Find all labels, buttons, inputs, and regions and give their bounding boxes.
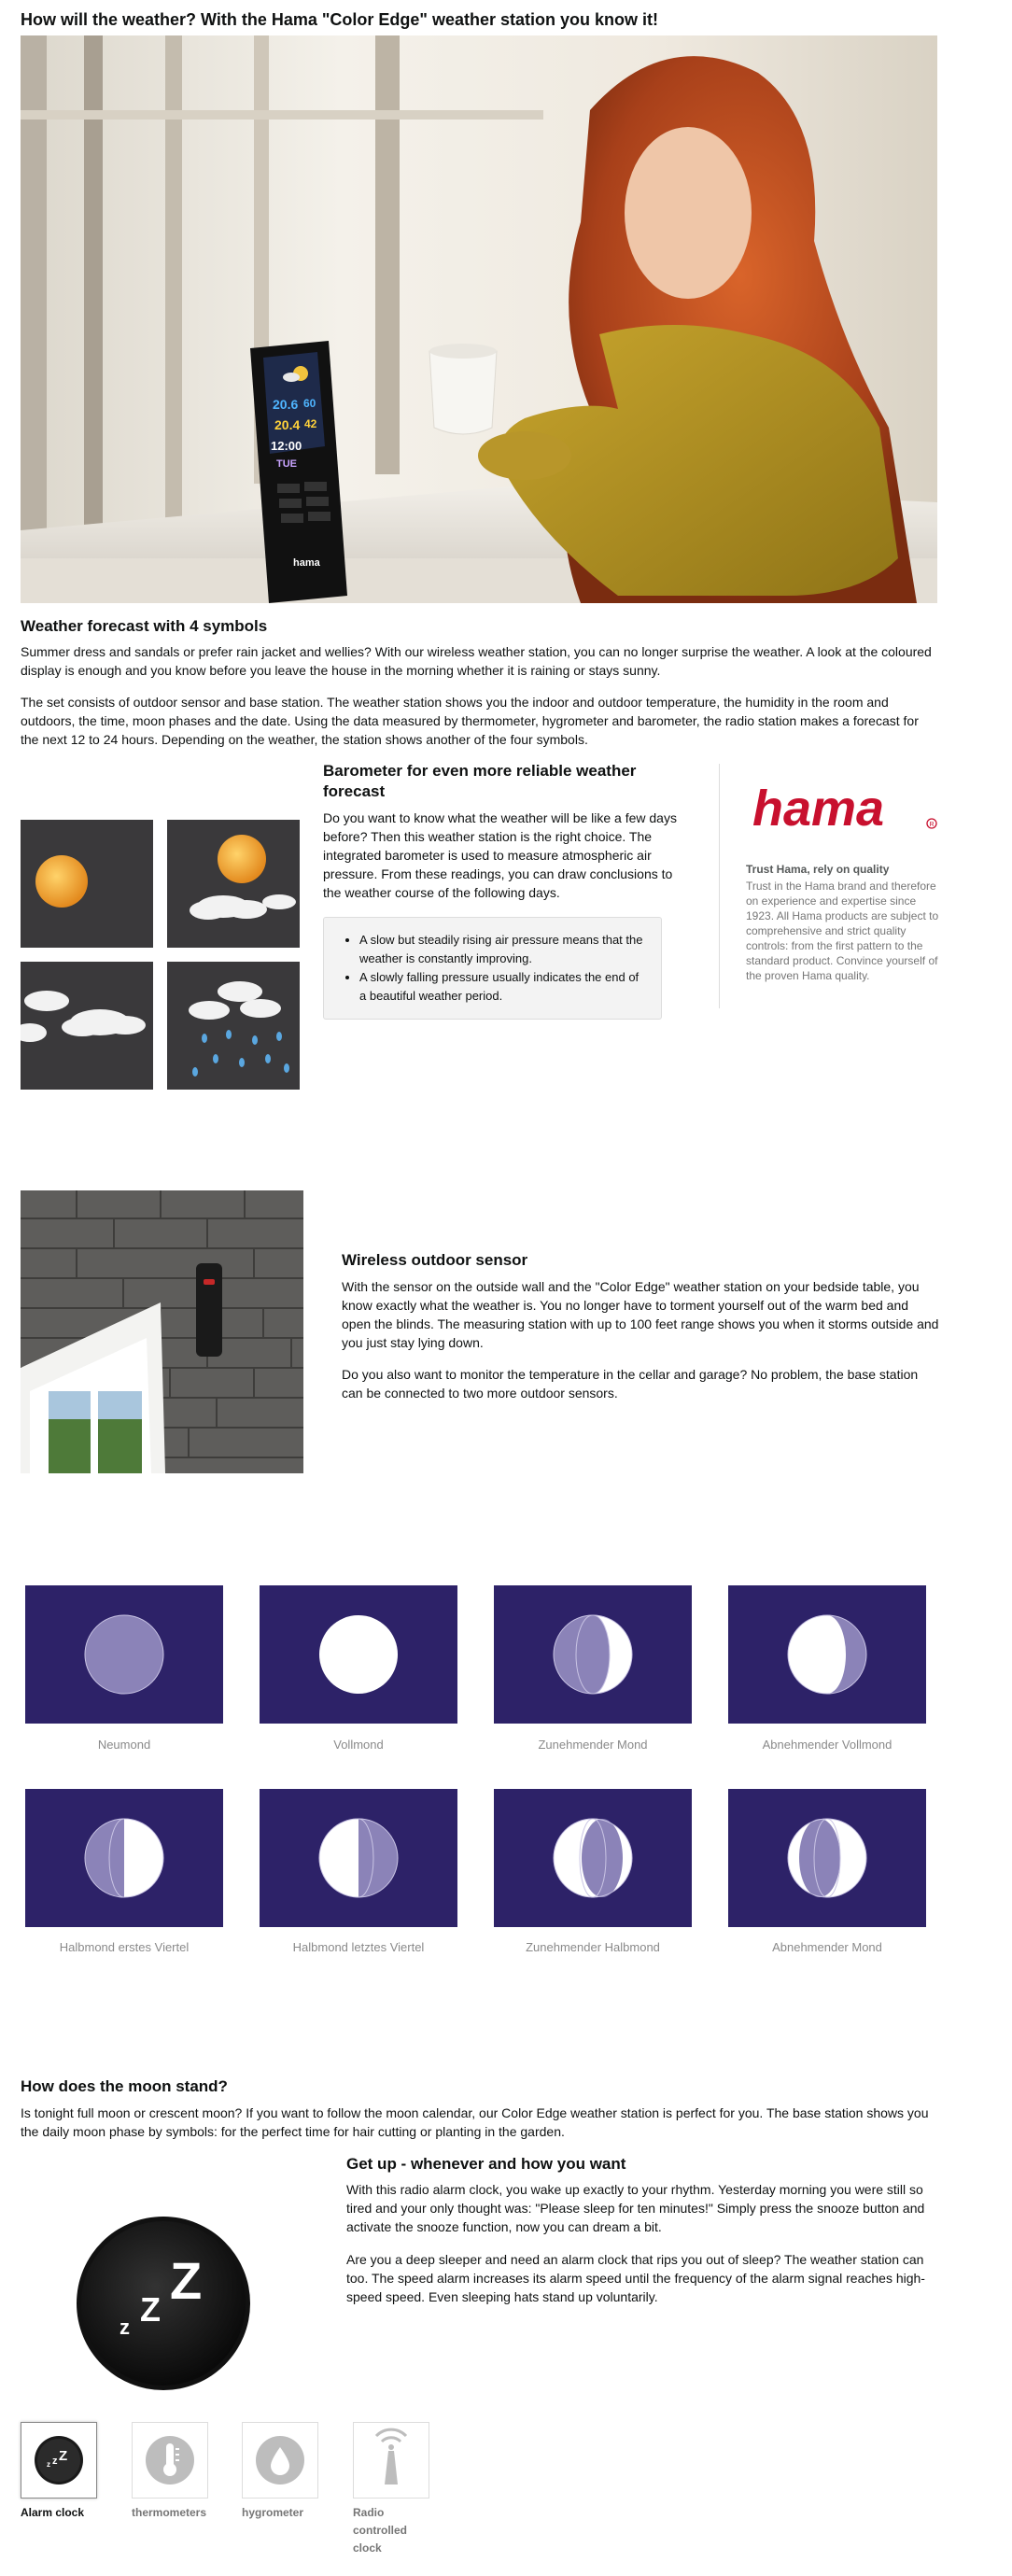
moon-phase-waning-moon (728, 1789, 926, 1927)
rain-icon (167, 962, 300, 1090)
display-temp1: 20.6 (273, 397, 299, 412)
alarm-paragraph-2: Are you a deep sleeper and need an alarm clock that rips you out of sleep? The weather station can too. The speed alarm increases its alarm speed until the frequency of the alarm signal reaches high-speed speed. Even sleeping hats stand up voluntarily. (346, 2252, 925, 2304)
moon-phase-waxing-half-moon (494, 1789, 692, 1927)
moon-stand-text: Is tonight full moon or crescent moon? If you want to follow the moon calendar, our Color Edge weather station is perfect for you. The base station shows you the daily moon phase by symbols: for the perfect time for hair cutting or planting in the garden. (21, 2105, 929, 2139)
forecast-paragraph-1: Summer dress and sandals or prefer rain jacket and wellies? With our wireless weather station, you can no longer surprise the weather. A look at the coloured display is enough and you know before you leave the house in the morning whether it is raining or stays sunny. (21, 644, 932, 678)
display-hum2: 42 (304, 417, 317, 430)
feature-label[interactable]: Alarm clock (21, 2506, 85, 2519)
display-brand: hama (293, 557, 320, 569)
alarm-clock-icon (21, 2423, 96, 2498)
display-temp2: 20.4 (274, 417, 301, 432)
feature-thumb-hygrometer[interactable] (242, 2422, 318, 2499)
wireless-paragraph-1: With the sensor on the outside wall and the "Color Edge" weather station on your bedside table, you know exactly what the weather is. You no longer have to torment yourself out of the warm bed and open the blinds. The measuring station with up to 100 feet range shows you when it storms outside and you just stay lying down. (342, 1279, 939, 1350)
hero-photo (21, 35, 937, 603)
svg-text:R: R (929, 822, 935, 828)
hama-trust-title: Trust Hama, rely on quality (746, 863, 890, 876)
display-time: 12:00 (271, 439, 302, 453)
barometer-bullet: • A slow but steadily rising air pressure means that the weather is constantly improving. (359, 931, 646, 968)
partly-cloudy-icon (167, 820, 300, 948)
moon-phase-label: Neumond (97, 1738, 151, 1752)
hero-title: How will the weather? With the Hama "Color Edge" weather station you know it! (21, 10, 658, 29)
column-divider (719, 764, 720, 1008)
feature-label[interactable]: Radio controlled clock (353, 2506, 408, 2555)
svg-text:Z: Z (140, 2290, 161, 2329)
moon-phase-label: Abnehmender Vollmond (762, 1738, 893, 1752)
feature-label[interactable]: thermometers (132, 2506, 207, 2519)
outdoor-sensor-image (21, 1190, 303, 1473)
svg-text:Z: Z (59, 2448, 68, 2464)
moon-phase-label: Vollmond (333, 1738, 384, 1752)
display-day: TUE (276, 458, 297, 470)
wireless-paragraph-2: Do you also want to monitor the temperature in the cellar and garage? No problem, the base station can be connected to two more outdoor sensors. (342, 1367, 919, 1401)
hama-logo (752, 782, 939, 843)
thermometer-icon (133, 2423, 207, 2498)
barometer-title: Barometer for even more reliable weather forecast (323, 762, 637, 800)
moon-phase-label: Halbmond letztes Viertel (292, 1940, 425, 1954)
svg-text:hama: hama (752, 782, 885, 837)
moon-phase-label: Zunehmender Halbmond (526, 1940, 660, 1954)
moon-phase-label: Zunehmender Mond (538, 1738, 648, 1752)
svg-text:z: z (119, 2316, 130, 2339)
barometer-bullets-box (323, 917, 662, 1020)
moon-stand-title: How does the moon stand? (21, 2077, 228, 2095)
moon-phase-first-quarter (25, 1789, 223, 1927)
wireless-title: Wireless outdoor sensor (342, 1251, 528, 1269)
forecast-paragraph-2: The set consists of outdoor sensor and base station. The weather station shows you the indoor and outdoor temperature, the humidity in the room and outdoors, the time, moon phases and the date. Using the data measured by thermometer, hygrometer and barometer, the radio station makes a forecast for the next 12 to 24 hours. Depending on the weather, the station shows another of the four symbols. (21, 695, 919, 747)
feature-thumb-thermometers[interactable] (132, 2422, 208, 2499)
feature-thumb-radio-controlled[interactable] (353, 2422, 429, 2499)
moon-phase-full-moon (260, 1585, 457, 1724)
moon-phase-label: Halbmond erstes Viertel (59, 1940, 190, 1954)
cloudy-icon (21, 962, 153, 1090)
feature-thumb-alarm-clock[interactable] (21, 2422, 97, 2499)
hama-trust-text: Trust in the Hama brand and therefore on experience and expertise since 1923. All Hama products are subject to comprehensive and strict quality controls: from the first pattern to the standard product. Convince yourself of the proven Hama quality. (746, 880, 939, 982)
hero-image (21, 35, 937, 603)
display-hum1: 60 (303, 397, 316, 410)
moon-phase-waxing-moon (494, 1585, 692, 1724)
alarm-title: Get up - whenever and how you want (346, 2155, 626, 2173)
svg-text:z: z (52, 2456, 58, 2467)
barometer-bullet: • A slowly falling pressure usually indicates the end of a beautiful weather period. (359, 968, 646, 1006)
feature-label[interactable]: hygrometer (242, 2506, 304, 2519)
sunny-icon (21, 820, 153, 948)
moon-phase-waning-full-moon (728, 1585, 926, 1724)
alarm-clock-image (75, 2215, 252, 2392)
barometer-text: Do you want to know what the weather will be like a few days before? Then this weather station is the right choice. The integrated barometer is used to measure atmospheric air pressure. From these readings, you can draw conclusions to the weather course of the following days. (323, 810, 677, 900)
forecast-title: Weather forecast with 4 symbols (21, 617, 268, 635)
moon-phase-last-quarter (260, 1789, 457, 1927)
svg-text:Z: Z (170, 2251, 203, 2310)
radio-controlled-icon (354, 2423, 429, 2498)
moon-phase-new-moon (25, 1585, 223, 1724)
svg-text:z: z (47, 2460, 50, 2469)
alarm-paragraph-1: With this radio alarm clock, you wake up exactly to your rhythm. Yesterday morning you were still so tired and your only thought was: "Please sleep for ten minutes!" Simply press the snooze button and activate the snooze function, now you can dream a bit. (346, 2182, 925, 2234)
moon-phase-label: Abnehmender Mond (772, 1940, 882, 1954)
hygrometer-icon (243, 2423, 317, 2498)
